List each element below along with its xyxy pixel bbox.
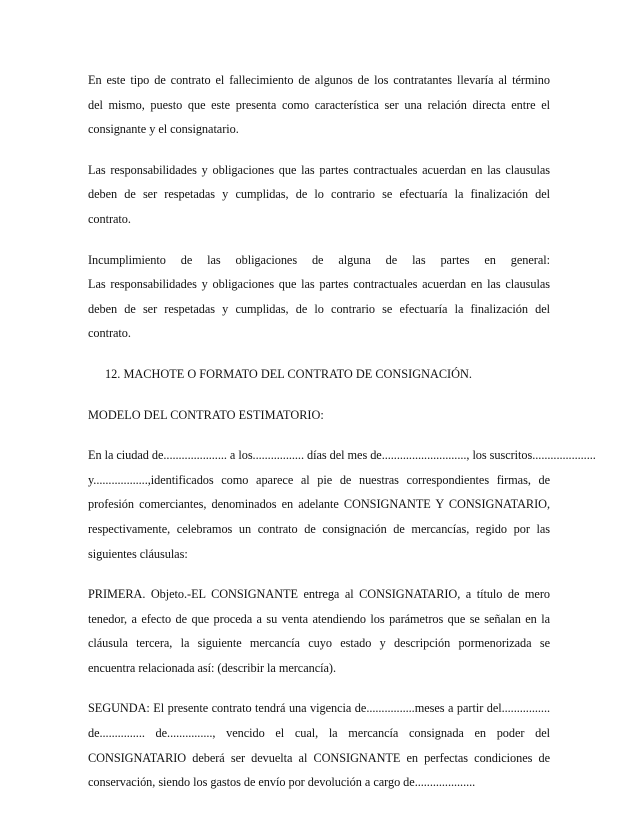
text-line: contrato.: [88, 326, 131, 341]
text-line: CONSIGNATARIO deberá ser devuelta al CONSIGNANTE en perfectas condiciones de: [88, 750, 550, 765]
text-line: Incumplimiento de las obligaciones de alguna de las partes en general:: [88, 252, 550, 267]
text-line: de............... de..............., vencido el cual, la mercancía consignada en poder del: [88, 726, 550, 741]
text-line: Las responsabilidades y obligaciones que las partes contractuales acuerdan en las clausulas: [88, 277, 550, 292]
paragraph-responsabilidades: [88, 158, 550, 232]
section-heading: 12. MACHOTE O FORMATO DEL CONTRATO DE CONSIGNACIÓN.: [105, 366, 472, 381]
text-line: PRIMERA. Objeto.-EL CONSIGNANTE entrega al CONSIGNATARIO, a título de mero: [88, 587, 550, 602]
text-line: contrato.: [88, 211, 131, 226]
paragraph-segunda: [88, 696, 550, 794]
text-line: deben de ser respetadas y cumplidas, de lo contrario se efectuaría la finalización del: [88, 301, 550, 316]
text-line: profesión comerciantes, denominados en adelante CONSIGNANTE Y CONSIGNATARIO,: [88, 497, 550, 512]
text-line: cláusula tercera, la siguiente mercancía cuyo estado y descripción pormenorizada se: [88, 636, 550, 651]
modelo-heading: MODELO DEL CONTRATO ESTIMATORIO:: [88, 407, 324, 422]
text-line: y..................,identificados como aparece al pie de nuestras correspondientes firmas, de: [88, 472, 550, 487]
text-line: del mismo, puesto que este presenta como característica ser una relación directa entre el: [88, 97, 550, 112]
paragraph-incumplimiento: [88, 248, 550, 346]
text-line: encuentra relacionada así: (describir la mercancía).: [88, 660, 336, 675]
text-line: SEGUNDA: El presente contrato tendrá una vigencia de................meses a partir del................: [88, 701, 550, 716]
text-line: siguientes cláusulas:: [88, 546, 188, 561]
paragraph-primera: [88, 582, 550, 680]
text-line: En la ciudad de..................... a los................. días del mes de............................, los suscritos.....................: [88, 448, 596, 463]
document-page: [88, 68, 596, 811]
text-line: consignante y el consignatario.: [88, 122, 239, 137]
text-line: Las responsabilidades y obligaciones que las partes contractuales acuerdan en las clausulas: [88, 162, 550, 177]
text-line: deben de ser respetadas y cumplidas, de lo contrario se efectuaría la finalización del: [88, 187, 550, 202]
text-line: En este tipo de contrato el fallecimiento de algunos de los contratantes llevaría al término: [88, 73, 550, 87]
text-line: tenedor, a efecto de que proceda a su venta atendiendo los parámetros que se señalan en la: [88, 611, 550, 626]
paragraph-intro-contrato: [88, 443, 596, 566]
paragraph-fallecimiento: [88, 68, 550, 142]
text-line: conservación, siendo los gastos de envío por devolución a cargo de....................: [88, 775, 476, 790]
text-line: respectivamente, celebramos un contrato de consignación de mercancías, regido por las: [88, 521, 550, 536]
